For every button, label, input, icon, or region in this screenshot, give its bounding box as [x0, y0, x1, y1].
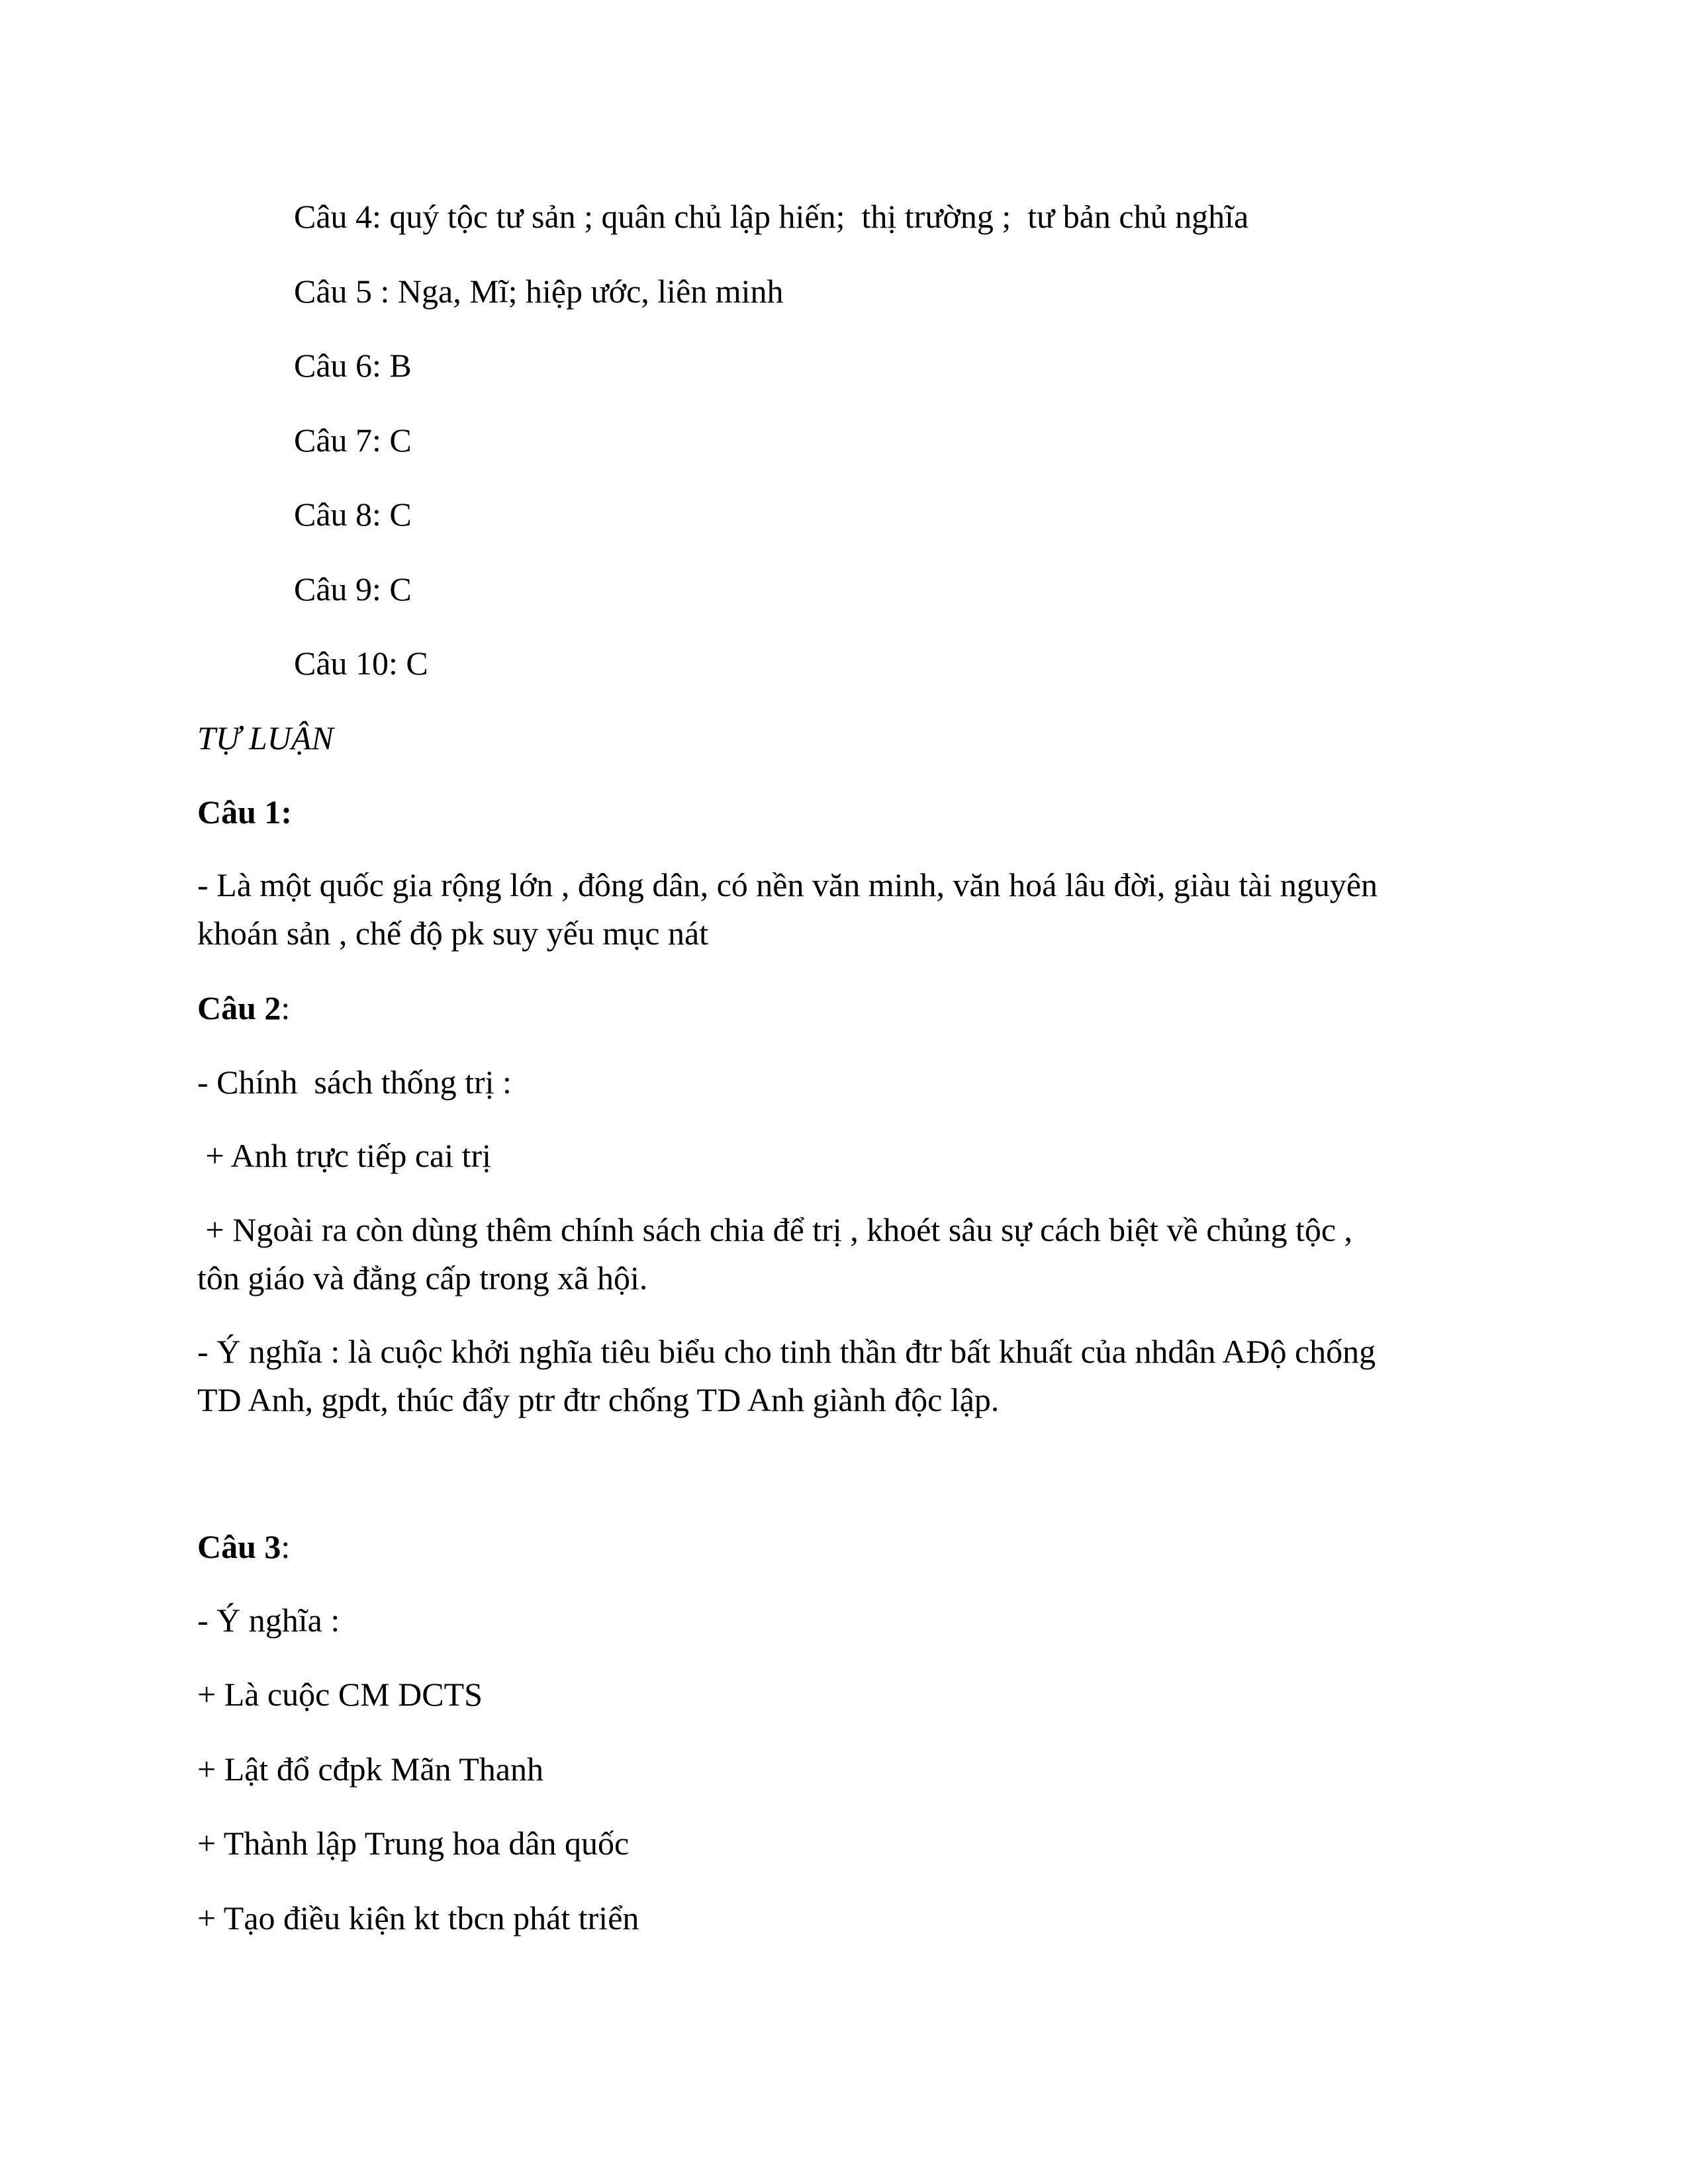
question-2-heading: [197, 984, 290, 1032]
answer-cau-4: Câu 4: quý tộc tư sản ; quân chủ lập hiến; thị trường ; tư bản chủ nghĩa: [294, 198, 1249, 235]
question-2-meaning: [197, 1328, 1376, 1424]
question-3-meaning: - Ý nghĩa :: [197, 1602, 340, 1639]
essay-heading: TỰ LUẬN: [197, 719, 334, 756]
colon: :: [281, 989, 291, 1026]
question-2-point-1: + Anh trực tiếp cai trị: [197, 1137, 492, 1174]
text-line: khoán sản , chế độ pk suy yếu mục nát: [197, 915, 709, 952]
answer-cau-6: Câu 6: B: [294, 347, 412, 384]
answer-cau-8: Câu 8: C: [294, 496, 412, 533]
answer-cau-9: Câu 9: C: [294, 570, 412, 608]
text-line: tôn giáo và đẳng cấp trong xã hội.: [197, 1259, 648, 1297]
question-3-point: + Thành lập Trung hoa dân quốc: [197, 1825, 630, 1862]
question-1-label: Câu 1:: [197, 794, 293, 831]
question-2-point-2: [197, 1206, 1352, 1302]
question-3-point: + Lật đổ cđpk Mãn Thanh: [197, 1751, 543, 1788]
colon: :: [281, 1528, 291, 1565]
question-3-label: Câu 3: [197, 1528, 281, 1565]
answer-cau-10: Câu 10: C: [294, 645, 428, 682]
question-3-point: + Là cuộc CM DCTS: [197, 1676, 483, 1713]
question-3-point: + Tạo điều kiện kt tbcn phát triển: [197, 1899, 639, 1936]
answer-cau-5: Câu 5 : Nga, Mĩ; hiệp ước, liên minh: [294, 273, 784, 310]
answer-cau-7: Câu 7: C: [294, 422, 412, 459]
question-3-heading: [197, 1523, 290, 1571]
text-line: + Ngoài ra còn dùng thêm chính sách chia để trị , khoét sâu sự cách biệt về chủng tộc ,: [197, 1211, 1353, 1248]
question-2-policy: - Chính sách thống trị :: [197, 1064, 512, 1101]
text-line: - Ý nghĩa : là cuộc khởi nghĩa tiêu biểu cho tinh thần đtr bất khuất của nhdân AĐộ chống: [197, 1333, 1376, 1370]
text-line: TD Anh, gpdt, thúc đẩy ptr đtr chống TD Anh giành độc lập.: [197, 1381, 1000, 1418]
question-1-answer: [197, 861, 1378, 958]
question-2-label: Câu 2: [197, 989, 281, 1026]
text-line: - Là một quốc gia rộng lớn , đông dân, có nền văn minh, văn hoá lâu đời, giàu tài nguyên: [197, 866, 1378, 903]
